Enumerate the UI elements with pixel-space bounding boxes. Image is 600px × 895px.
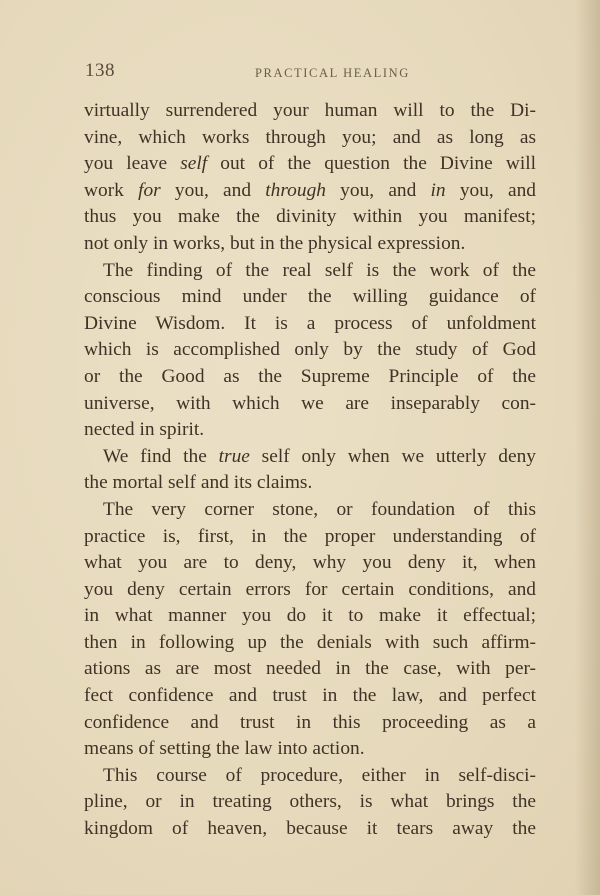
text-segment: virtually surrendered your human will to the Di-: [84, 100, 536, 121]
text-segment: you deny certain errors for certain conditions, and: [84, 578, 536, 600]
text-segment: you, and: [445, 179, 536, 201]
text-line: [84, 789, 536, 816]
paragraph: [84, 444, 536, 497]
text-line: [84, 151, 536, 178]
text-line: [84, 630, 536, 657]
italic-emphasis: self: [180, 153, 208, 175]
text-line: [84, 683, 536, 710]
running-head: PRACTICAL HEALING: [255, 66, 410, 80]
text-segment: what you are to deny, why you deny it, when: [84, 552, 536, 574]
text-segment: then in following up the denials with such affirm-: [84, 631, 536, 653]
text-segment: practice is, first, in the proper understanding of: [84, 525, 536, 547]
text-line: [84, 391, 536, 418]
text-line: [84, 444, 536, 471]
page-header: [85, 58, 535, 88]
paragraph: [84, 497, 536, 763]
text-line: [84, 417, 536, 444]
text-line: [84, 816, 536, 843]
text-line: [84, 125, 536, 152]
text-segment: or the Good as the Supreme Principle of the: [84, 365, 536, 387]
text-line: [84, 603, 536, 630]
paragraph: [84, 763, 536, 843]
text-segment: kingdom of heaven, because it tears away the: [84, 818, 536, 840]
text-segment: vine, which works through you; and as long as: [84, 126, 536, 148]
text-segment: conscious mind under the willing guidance of: [84, 286, 536, 308]
text-line: [84, 577, 536, 604]
text-segment: the mortal self and its claims.: [84, 472, 313, 494]
text-line: [84, 763, 536, 790]
paragraph: [84, 98, 536, 258]
text-line: [84, 656, 536, 683]
text-line: [84, 550, 536, 577]
italic-emphasis: in: [430, 179, 446, 201]
text-segment: in what manner you do it to make it effectual;: [84, 605, 536, 627]
text-segment: Divine Wisdom. It is a process of unfoldment: [84, 312, 536, 334]
italic-emphasis: through: [265, 179, 326, 201]
body-text: [84, 98, 536, 843]
italic-emphasis: true: [218, 445, 250, 467]
italic-emphasis: for: [138, 179, 161, 201]
text-line: [84, 204, 536, 231]
text-segment: The very corner stone, or foundation of this: [103, 498, 536, 520]
text-segment: self only when we utterly deny: [249, 445, 536, 467]
text-line: [84, 470, 536, 497]
paragraph: [84, 258, 536, 444]
text-segment: We find the: [103, 445, 219, 467]
text-segment: The finding of the real self is the work of the: [103, 259, 536, 281]
text-segment: not only in works, but in the physical expression.: [84, 232, 466, 254]
text-line: [84, 736, 536, 763]
text-line: [84, 311, 536, 338]
text-line: [84, 284, 536, 311]
text-line: [84, 524, 536, 551]
text-line: [84, 178, 536, 205]
page-number: 138: [85, 60, 115, 81]
text-segment: nected in spirit.: [84, 419, 205, 441]
text-segment: out of the question the Divine will: [207, 153, 536, 175]
text-line: [84, 258, 536, 285]
text-segment: thus you make the divinity within you manifest;: [84, 206, 536, 228]
text-line: [84, 497, 536, 524]
text-segment: means of setting the law into action.: [84, 738, 365, 760]
text-segment: which is accomplished only by the study of God: [84, 339, 536, 361]
text-segment: work: [84, 179, 139, 201]
text-segment: This course of procedure, either in self-disci-: [103, 764, 536, 786]
text-line: [84, 364, 536, 391]
text-segment: pline, or in treating others, is what brings the: [84, 791, 536, 813]
text-segment: fect confidence and trust in the law, and perfect: [84, 685, 536, 707]
text-line: [84, 98, 536, 125]
text-segment: universe, with which we are inseparably con-: [84, 392, 536, 414]
text-line: [84, 231, 536, 258]
text-segment: you, and: [160, 179, 266, 201]
text-segment: ations as are most needed in the case, with per-: [84, 658, 536, 680]
text-segment: you, and: [325, 179, 431, 201]
text-segment: confidence and trust in this proceeding as a: [84, 711, 536, 733]
text-segment: you leave: [84, 153, 181, 175]
text-line: [84, 337, 536, 364]
text-line: [84, 710, 536, 737]
